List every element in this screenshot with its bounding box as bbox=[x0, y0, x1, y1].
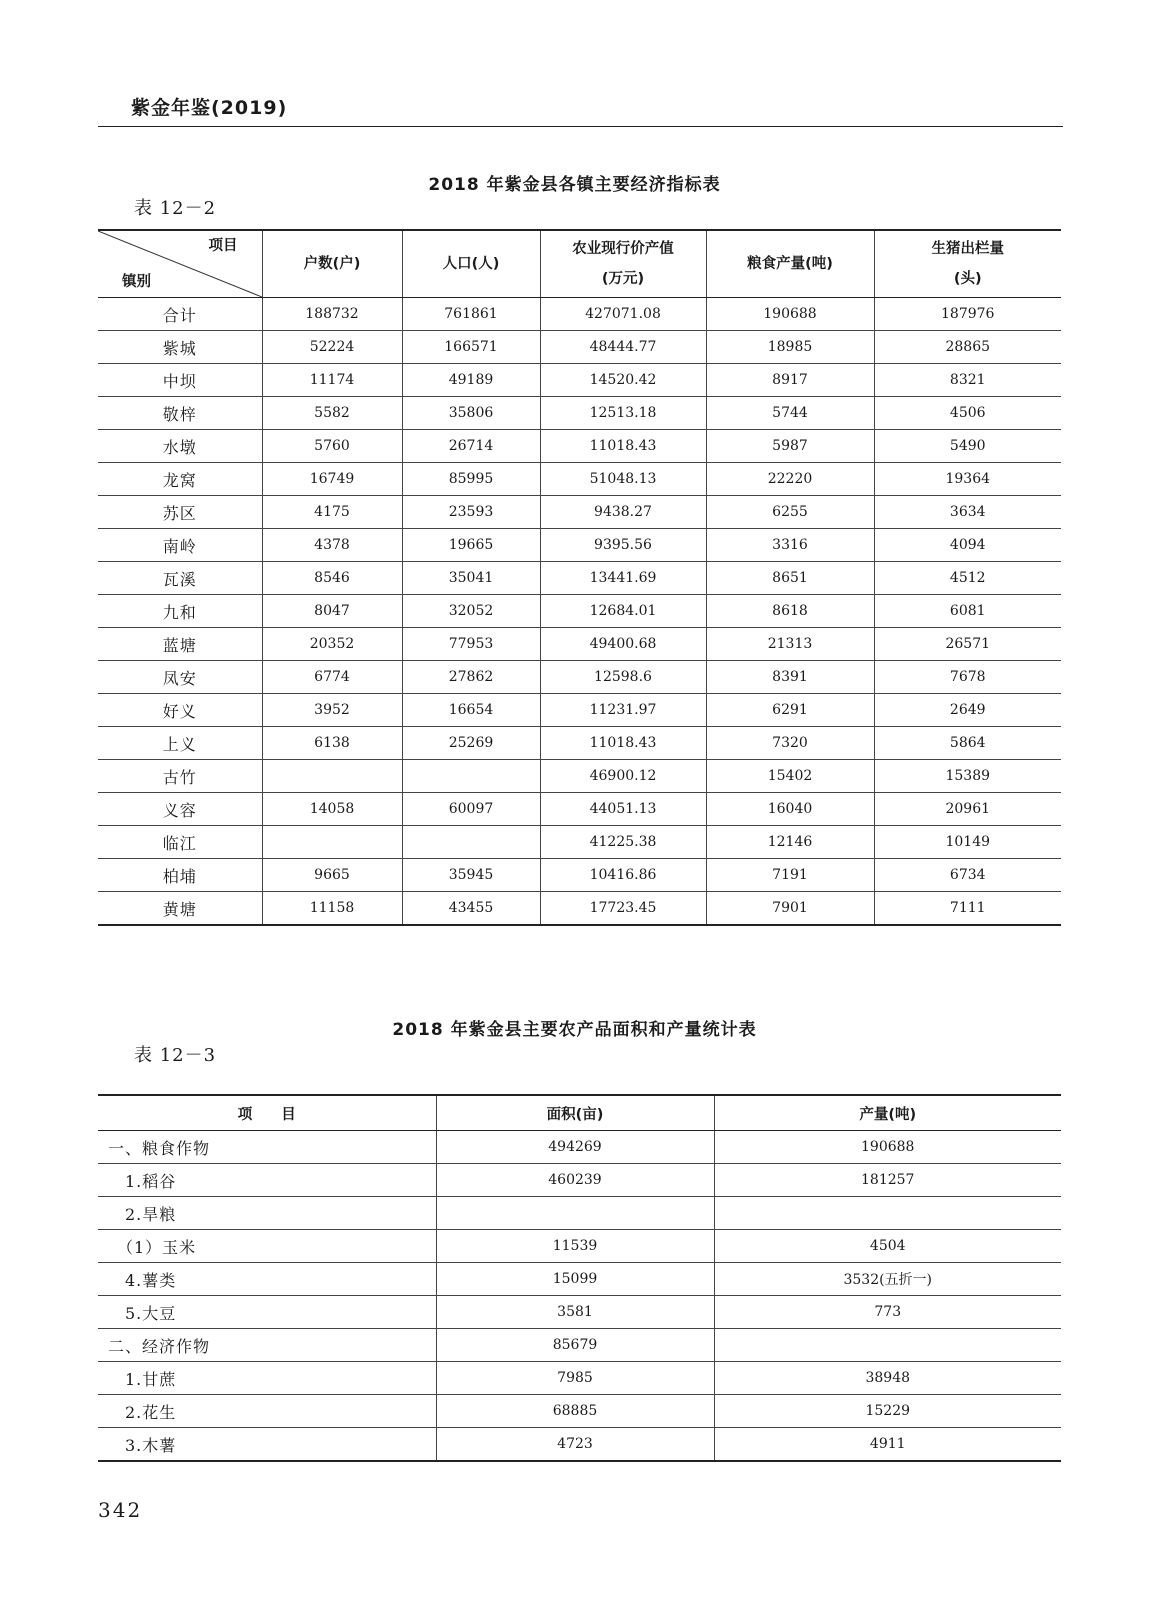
value-cell: 427071.08 bbox=[540, 298, 706, 331]
value-cell: 6774 bbox=[262, 661, 402, 694]
column-header-area: 面积(亩) bbox=[436, 1095, 714, 1131]
value-cell: 23593 bbox=[402, 496, 540, 529]
item-name-cell: 2.花生 bbox=[98, 1395, 436, 1428]
town-name-cell: 龙窝 bbox=[98, 463, 262, 496]
table-row bbox=[98, 1197, 1061, 1230]
value-cell: 7320 bbox=[706, 727, 874, 760]
value-cell bbox=[402, 760, 540, 793]
town-name-cell: 蓝塘 bbox=[98, 628, 262, 661]
value-cell: 181257 bbox=[714, 1164, 1061, 1197]
item-name-cell: 二、经济作物 bbox=[98, 1329, 436, 1362]
value-cell: 6291 bbox=[706, 694, 874, 727]
value-cell: 14058 bbox=[262, 793, 402, 826]
table-header-row bbox=[98, 1095, 1061, 1131]
column-header bbox=[262, 230, 402, 298]
table-row bbox=[98, 694, 1061, 727]
value-cell: 8047 bbox=[262, 595, 402, 628]
value-cell bbox=[262, 760, 402, 793]
value-cell: 10149 bbox=[874, 826, 1061, 859]
value-cell: 44051.13 bbox=[540, 793, 706, 826]
value-cell: 3532(五折一) bbox=[714, 1263, 1061, 1296]
town-name-cell: 好义 bbox=[98, 694, 262, 727]
running-head: 紫金年鉴(2019) bbox=[131, 97, 288, 119]
value-cell: 19665 bbox=[402, 529, 540, 562]
value-cell: 3634 bbox=[874, 496, 1061, 529]
column-header bbox=[402, 230, 540, 298]
table-row bbox=[98, 826, 1061, 859]
town-name-cell: 紫城 bbox=[98, 331, 262, 364]
value-cell: 5864 bbox=[874, 727, 1061, 760]
town-name-cell: 九和 bbox=[98, 595, 262, 628]
value-cell: 4506 bbox=[874, 397, 1061, 430]
value-cell: 16749 bbox=[262, 463, 402, 496]
column-header-text: 农业现行价产值 bbox=[572, 241, 674, 257]
value-cell: 15229 bbox=[714, 1395, 1061, 1428]
table-row bbox=[98, 529, 1061, 562]
value-cell: 3581 bbox=[436, 1296, 714, 1329]
value-cell: 9438.27 bbox=[540, 496, 706, 529]
value-cell: 494269 bbox=[436, 1131, 714, 1164]
value-cell: 5744 bbox=[706, 397, 874, 430]
value-cell: 41225.38 bbox=[540, 826, 706, 859]
value-cell: 190688 bbox=[706, 298, 874, 331]
table-row bbox=[98, 397, 1061, 430]
value-cell: 4175 bbox=[262, 496, 402, 529]
value-cell: 15099 bbox=[436, 1263, 714, 1296]
table-row bbox=[98, 1164, 1061, 1197]
table-header-row bbox=[98, 230, 1061, 298]
column-header bbox=[706, 230, 874, 298]
value-cell: 8618 bbox=[706, 595, 874, 628]
value-cell: 5760 bbox=[262, 430, 402, 463]
table-row bbox=[98, 628, 1061, 661]
value-cell: 26571 bbox=[874, 628, 1061, 661]
value-cell: 20352 bbox=[262, 628, 402, 661]
value-cell: 5490 bbox=[874, 430, 1061, 463]
value-cell bbox=[436, 1197, 714, 1230]
value-cell: 4504 bbox=[714, 1230, 1061, 1263]
header-rule bbox=[98, 126, 1063, 127]
value-cell: 35806 bbox=[402, 397, 540, 430]
town-name-cell: 古竹 bbox=[98, 760, 262, 793]
table-row bbox=[98, 1263, 1061, 1296]
table-row bbox=[98, 1362, 1061, 1395]
table-row bbox=[98, 727, 1061, 760]
value-cell: 8651 bbox=[706, 562, 874, 595]
table-row bbox=[98, 793, 1061, 826]
value-cell: 26714 bbox=[402, 430, 540, 463]
town-name-cell: 南岭 bbox=[98, 529, 262, 562]
value-cell: 13441.69 bbox=[540, 562, 706, 595]
item-name-cell: （1）玉米 bbox=[98, 1230, 436, 1263]
item-name-cell: 3.木薯 bbox=[98, 1428, 436, 1462]
value-cell: 48444.77 bbox=[540, 331, 706, 364]
value-cell: 19364 bbox=[874, 463, 1061, 496]
table-row bbox=[98, 661, 1061, 694]
table-12-2-number: 表 12－2 bbox=[134, 198, 217, 219]
item-name-cell: 一、粮食作物 bbox=[98, 1131, 436, 1164]
value-cell: 7985 bbox=[436, 1362, 714, 1395]
value-cell: 4378 bbox=[262, 529, 402, 562]
column-header-item: 项 目 bbox=[98, 1095, 436, 1131]
value-cell: 77953 bbox=[402, 628, 540, 661]
table-row bbox=[98, 364, 1061, 397]
town-economic-indicators-table bbox=[98, 229, 1061, 926]
value-cell: 12146 bbox=[706, 826, 874, 859]
town-name-cell: 合计 bbox=[98, 298, 262, 331]
value-cell: 9665 bbox=[262, 859, 402, 892]
column-header-text: (头) bbox=[953, 271, 982, 287]
table-row bbox=[98, 859, 1061, 892]
value-cell: 4094 bbox=[874, 529, 1061, 562]
value-cell: 52224 bbox=[262, 331, 402, 364]
value-cell: 11158 bbox=[262, 892, 402, 926]
value-cell: 46900.12 bbox=[540, 760, 706, 793]
value-cell: 761861 bbox=[402, 298, 540, 331]
table-row bbox=[98, 331, 1061, 364]
value-cell: 11539 bbox=[436, 1230, 714, 1263]
value-cell: 187976 bbox=[874, 298, 1061, 331]
table-row bbox=[98, 760, 1061, 793]
value-cell: 20961 bbox=[874, 793, 1061, 826]
table-row bbox=[98, 1131, 1061, 1164]
value-cell: 5987 bbox=[706, 430, 874, 463]
column-header-text: 粮食产量(吨) bbox=[747, 256, 833, 272]
item-name-cell: 1.甘蔗 bbox=[98, 1362, 436, 1395]
value-cell: 8391 bbox=[706, 661, 874, 694]
value-cell: 11231.97 bbox=[540, 694, 706, 727]
value-cell: 3316 bbox=[706, 529, 874, 562]
column-header-text: 户数(户) bbox=[303, 256, 361, 272]
value-cell: 8917 bbox=[706, 364, 874, 397]
column-header-text: 生猪出栏量 bbox=[931, 241, 1004, 257]
value-cell: 12513.18 bbox=[540, 397, 706, 430]
value-cell: 773 bbox=[714, 1296, 1061, 1329]
value-cell: 38948 bbox=[714, 1362, 1061, 1395]
value-cell: 85995 bbox=[402, 463, 540, 496]
value-cell: 166571 bbox=[402, 331, 540, 364]
town-name-cell: 水墩 bbox=[98, 430, 262, 463]
column-header bbox=[540, 230, 706, 298]
town-name-cell: 中坝 bbox=[98, 364, 262, 397]
value-cell: 8321 bbox=[874, 364, 1061, 397]
table-row bbox=[98, 496, 1061, 529]
value-cell bbox=[714, 1329, 1061, 1362]
town-name-cell: 临江 bbox=[98, 826, 262, 859]
town-label: 镇别 bbox=[122, 274, 151, 290]
value-cell: 27862 bbox=[402, 661, 540, 694]
value-cell: 22220 bbox=[706, 463, 874, 496]
value-cell: 14520.42 bbox=[540, 364, 706, 397]
value-cell: 8546 bbox=[262, 562, 402, 595]
table-row bbox=[98, 1230, 1061, 1263]
table-row bbox=[98, 463, 1061, 496]
value-cell: 3952 bbox=[262, 694, 402, 727]
town-name-cell: 瓦溪 bbox=[98, 562, 262, 595]
value-cell: 188732 bbox=[262, 298, 402, 331]
value-cell: 12598.6 bbox=[540, 661, 706, 694]
value-cell: 6138 bbox=[262, 727, 402, 760]
value-cell: 51048.13 bbox=[540, 463, 706, 496]
value-cell: 2649 bbox=[874, 694, 1061, 727]
value-cell: 11018.43 bbox=[540, 430, 706, 463]
value-cell: 85679 bbox=[436, 1329, 714, 1362]
value-cell: 49189 bbox=[402, 364, 540, 397]
value-cell: 7191 bbox=[706, 859, 874, 892]
value-cell: 15402 bbox=[706, 760, 874, 793]
value-cell: 5582 bbox=[262, 397, 402, 430]
table-body bbox=[98, 1131, 1061, 1462]
value-cell: 60097 bbox=[402, 793, 540, 826]
column-header bbox=[874, 230, 1061, 298]
table-row bbox=[98, 430, 1061, 463]
town-name-cell: 义容 bbox=[98, 793, 262, 826]
value-cell bbox=[262, 826, 402, 859]
table-12-3-number: 表 12－3 bbox=[134, 1045, 217, 1066]
value-cell: 11174 bbox=[262, 364, 402, 397]
town-name-cell: 柏埔 bbox=[98, 859, 262, 892]
value-cell: 460239 bbox=[436, 1164, 714, 1197]
value-cell: 35041 bbox=[402, 562, 540, 595]
town-name-cell: 凤安 bbox=[98, 661, 262, 694]
item-label: 项目 bbox=[208, 238, 238, 254]
item-name-cell: 5.大豆 bbox=[98, 1296, 436, 1329]
value-cell: 7901 bbox=[706, 892, 874, 926]
table-row bbox=[98, 595, 1061, 628]
town-name-cell: 上义 bbox=[98, 727, 262, 760]
value-cell: 35945 bbox=[402, 859, 540, 892]
page-number: 342 bbox=[98, 1498, 143, 1522]
value-cell: 18985 bbox=[706, 331, 874, 364]
town-name-cell: 苏区 bbox=[98, 496, 262, 529]
value-cell: 12684.01 bbox=[540, 595, 706, 628]
value-cell: 6255 bbox=[706, 496, 874, 529]
value-cell: 10416.86 bbox=[540, 859, 706, 892]
value-cell: 49400.68 bbox=[540, 628, 706, 661]
table-body bbox=[98, 298, 1061, 926]
value-cell: 16040 bbox=[706, 793, 874, 826]
value-cell: 32052 bbox=[402, 595, 540, 628]
value-cell: 43455 bbox=[402, 892, 540, 926]
town-name-cell: 黄塘 bbox=[98, 892, 262, 926]
table-row bbox=[98, 562, 1061, 595]
value-cell: 11018.43 bbox=[540, 727, 706, 760]
value-cell: 6081 bbox=[874, 595, 1061, 628]
value-cell: 4723 bbox=[436, 1428, 714, 1462]
value-cell: 68885 bbox=[436, 1395, 714, 1428]
value-cell: 17723.45 bbox=[540, 892, 706, 926]
table-row bbox=[98, 1428, 1061, 1462]
value-cell: 9395.56 bbox=[540, 529, 706, 562]
column-header-text: 人口(人) bbox=[442, 256, 500, 272]
value-cell: 4512 bbox=[874, 562, 1061, 595]
value-cell: 15389 bbox=[874, 760, 1061, 793]
value-cell: 7111 bbox=[874, 892, 1061, 926]
value-cell: 28865 bbox=[874, 331, 1061, 364]
value-cell: 21313 bbox=[706, 628, 874, 661]
item-name-cell: 2.旱粮 bbox=[98, 1197, 436, 1230]
value-cell bbox=[402, 826, 540, 859]
item-name-cell: 4.薯类 bbox=[98, 1263, 436, 1296]
table-row bbox=[98, 892, 1061, 926]
town-name-cell: 敬梓 bbox=[98, 397, 262, 430]
value-cell: 6734 bbox=[874, 859, 1061, 892]
table-12-2-title: 2018 年紫金县各镇主要经济指标表 bbox=[428, 175, 721, 195]
table-row bbox=[98, 1395, 1061, 1428]
value-cell bbox=[714, 1197, 1061, 1230]
table-12-3-title: 2018 年紫金县主要农产品面积和产量统计表 bbox=[392, 1020, 757, 1040]
table-row bbox=[98, 1329, 1061, 1362]
agricultural-products-table bbox=[98, 1094, 1061, 1462]
value-cell: 4911 bbox=[714, 1428, 1061, 1462]
value-cell: 190688 bbox=[714, 1131, 1061, 1164]
value-cell: 16654 bbox=[402, 694, 540, 727]
item-name-cell: 1.稻谷 bbox=[98, 1164, 436, 1197]
diagonal-header-cell bbox=[98, 230, 262, 298]
column-header-text: (万元) bbox=[601, 271, 645, 287]
column-header-output: 产量(吨) bbox=[714, 1095, 1061, 1131]
value-cell: 25269 bbox=[402, 727, 540, 760]
value-cell: 7678 bbox=[874, 661, 1061, 694]
table-row bbox=[98, 298, 1061, 331]
table-row bbox=[98, 1296, 1061, 1329]
